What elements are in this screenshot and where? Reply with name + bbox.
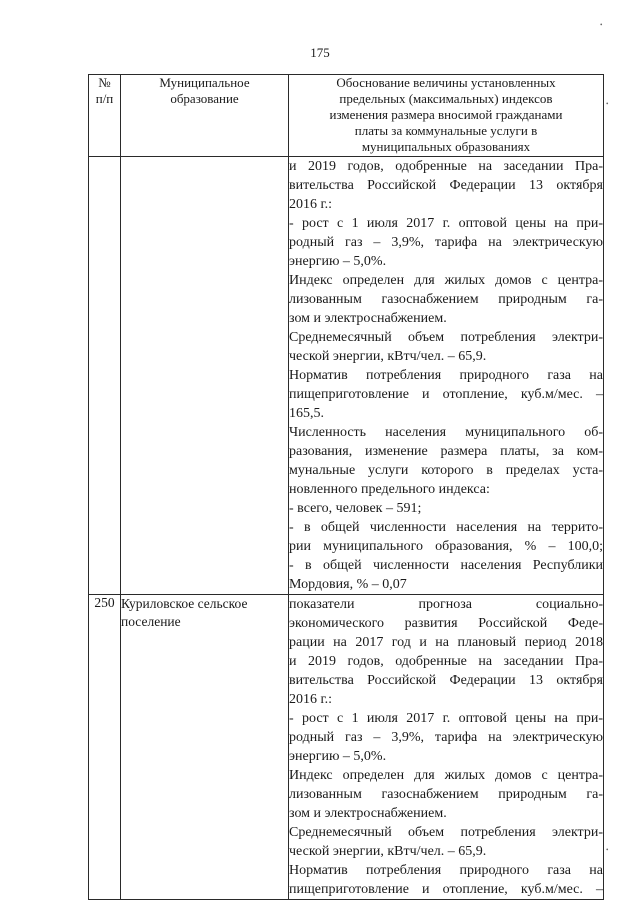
justification-text-line: мунальные услуги которого в пределах уста- xyxy=(289,463,603,478)
header-municipality-line: Муниципальное xyxy=(159,75,250,90)
justification-text-line: зом и электроснабжением. xyxy=(289,311,447,326)
justification-text-line: лизованным газоснабжением природным га- xyxy=(289,787,603,802)
justification-text-line: Норматив потребления природного газа на xyxy=(289,368,603,383)
justification-text-line: 2016 г.: xyxy=(289,692,333,707)
justification-text-line: Численность населения муниципального об- xyxy=(289,425,603,440)
justification-text-line: Индекс определен для жилых домов с центра- xyxy=(289,273,603,288)
header-municipality-line: образование xyxy=(170,91,239,106)
justification-text-line: Среднемесячный объем потребления электри- xyxy=(289,825,603,840)
justification-text-line: рации на 2017 год и на плановый период 2018 xyxy=(289,635,603,650)
table-row xyxy=(89,157,604,595)
justification-text-line: лизованным газоснабжением природным га- xyxy=(289,292,603,307)
justification-text-line: и 2019 годов, одобренные на заседании Пра- xyxy=(289,654,603,669)
justification-text-line: вительства Российской Федерации 13 октября xyxy=(289,178,603,193)
table-header-row xyxy=(89,75,604,157)
header-number-line: п/п xyxy=(95,91,114,106)
header-number-line: № xyxy=(98,75,111,90)
justification-text-line: - рост с 1 июля 2017 г. оптовой цены на при- xyxy=(289,216,603,231)
justification-cell xyxy=(289,595,604,900)
scan-speck: • xyxy=(606,846,609,854)
justification-text-line: экономического развития Российской Феде- xyxy=(289,616,603,631)
header-justification xyxy=(289,75,604,157)
justification-text-line: и 2019 годов, одобренные на заседании Пра- xyxy=(289,159,603,174)
justification-text-line: - в общей численности населения Республики xyxy=(289,558,603,573)
justification-text-line: Норматив потребления природного газа на xyxy=(289,863,603,878)
municipality-cell xyxy=(121,157,289,595)
row-number-cell xyxy=(89,157,121,595)
justification-text-line: новленного предельного индекса: xyxy=(289,482,490,497)
justification-text-line: ческой энергии, кВтч/чел. – 65,9. xyxy=(289,844,487,859)
municipality-line: поселение xyxy=(121,613,181,629)
justification-text-line: Индекс определен для жилых домов с центра- xyxy=(289,768,603,783)
justification-cell xyxy=(289,157,604,595)
justification-text-line: Мордовия, % – 0,07 xyxy=(289,577,407,592)
header-justification-line: Обоснование величины установленных xyxy=(336,75,556,90)
justification-text-line: Среднемесячный объем потребления электри- xyxy=(289,330,603,345)
header-justification-line: предельных (максимальных) индексов xyxy=(339,91,553,106)
header-justification-line: изменения размера вносимой гражданами xyxy=(329,107,563,122)
header-municipality xyxy=(121,75,289,157)
header-number xyxy=(89,75,121,157)
justification-text-line: зом и электроснабжением. xyxy=(289,806,447,821)
justification-text-line: родный газ – 3,9%, тарифа на электрическую xyxy=(289,235,603,250)
row-number-cell: 250 xyxy=(89,595,121,900)
scan-speck: • xyxy=(606,100,609,108)
justification-text-line: - рост с 1 июля 2017 г. оптовой цены на при- xyxy=(289,711,603,726)
justification-text-line: пищеприготовление и отопление, куб.м/мес. – xyxy=(289,387,603,402)
justification-text-line: ческой энергии, кВтч/чел. – 65,9. xyxy=(289,349,487,364)
justification-text-line: вительства Российской Федерации 13 октября xyxy=(289,673,603,688)
page-number: 175 xyxy=(310,45,330,60)
municipality-line: Куриловское сельское xyxy=(121,596,248,611)
justification-text-line: энергию – 5,0%. xyxy=(289,749,387,764)
justification-text-line: разования, изменение размера платы, за ком- xyxy=(289,444,603,459)
justification-text-line: рии муниципального образования, % – 100,0; xyxy=(289,539,603,554)
scan-speck: • xyxy=(600,21,603,29)
justification-text-line: - в общей численности населения на террито- xyxy=(289,520,603,535)
justification-text-line: 165,5. xyxy=(289,406,324,421)
justification-text-line: родный газ – 3,9%, тарифа на электрическую xyxy=(289,730,603,745)
tariff-index-table xyxy=(88,74,604,900)
municipality-cell xyxy=(121,595,289,900)
header-justification-line: платы за коммунальные услуги в xyxy=(354,123,538,138)
header-justification-line: муниципальных образованиях xyxy=(361,139,531,154)
justification-text-line: - всего, человек – 591; xyxy=(289,501,422,516)
justification-text-line: пищеприготовление и отопление, куб.м/мес. – xyxy=(289,882,603,897)
table-row xyxy=(89,595,604,900)
justification-text-line: показатели прогноза социально- xyxy=(289,597,603,612)
justification-text-line: энергию – 5,0%. xyxy=(289,254,387,269)
justification-text-line: 2016 г.: xyxy=(289,197,333,212)
